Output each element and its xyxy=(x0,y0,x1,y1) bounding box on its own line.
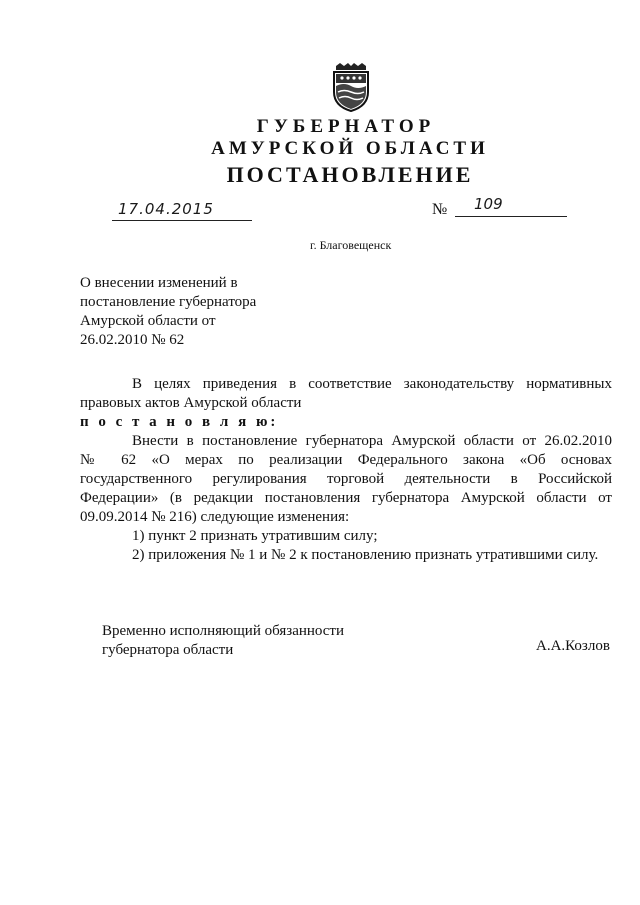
position-line: Временно исполняющий обязанности xyxy=(102,623,345,639)
preamble-line: правовых актов Амурской области xyxy=(80,395,302,411)
resolve-word: п о с т а н о в л я ю: xyxy=(80,414,279,430)
subject-line: Амурской области от xyxy=(80,313,216,329)
subject-line: постановление губернатора xyxy=(80,294,257,310)
item-2: 2) приложения № 1 и № 2 к постановлению признать утратившими силу. xyxy=(132,547,599,563)
main-clause-line: № 62 «О мерах по реализации Федерального закона «Об основах xyxy=(80,452,612,468)
subject-line: О внесении изменений в xyxy=(80,275,238,291)
item-1: 1) пункт 2 признать утратившим силу; xyxy=(132,528,378,544)
city-location: г. Благовещенск xyxy=(310,238,392,252)
subject-line: 26.02.2010 № 62 xyxy=(80,332,185,348)
header-governor: ГУБЕРНАТОР xyxy=(256,116,436,137)
amur-region-coat-of-arms-icon xyxy=(330,62,372,112)
date-underline xyxy=(112,220,252,221)
decree-date: 17.04.2015 xyxy=(118,200,214,218)
position-line: губернатора области xyxy=(102,642,234,658)
main-clause-line: Внести в постановление губернатора Амурской области от 26.02.2010 xyxy=(132,433,612,449)
number-label: № xyxy=(432,201,448,218)
main-clause-line: Федерации» (в редакции постановления губернатора Амурской области от xyxy=(80,490,612,506)
header-region: АМУРСКОЙ ОБЛАСТИ xyxy=(211,138,489,159)
signatory-position xyxy=(102,622,344,660)
decree-body xyxy=(80,375,612,565)
main-clause-line: 09.09.2014 № 216) следующие изменения: xyxy=(80,509,350,525)
document-type-title: ПОСТАНОВЛЕНИЕ xyxy=(226,162,474,187)
signatory-name: А.А.Козлов xyxy=(536,638,610,654)
preamble-line: В целях приведения в соответствие законодательству нормативных xyxy=(132,376,612,392)
decree-number: 109 xyxy=(474,195,503,213)
number-underline xyxy=(455,216,567,217)
main-clause-line: государственного регулирования торговой деятельности в Российской xyxy=(80,471,612,487)
decree-subject xyxy=(80,274,320,350)
